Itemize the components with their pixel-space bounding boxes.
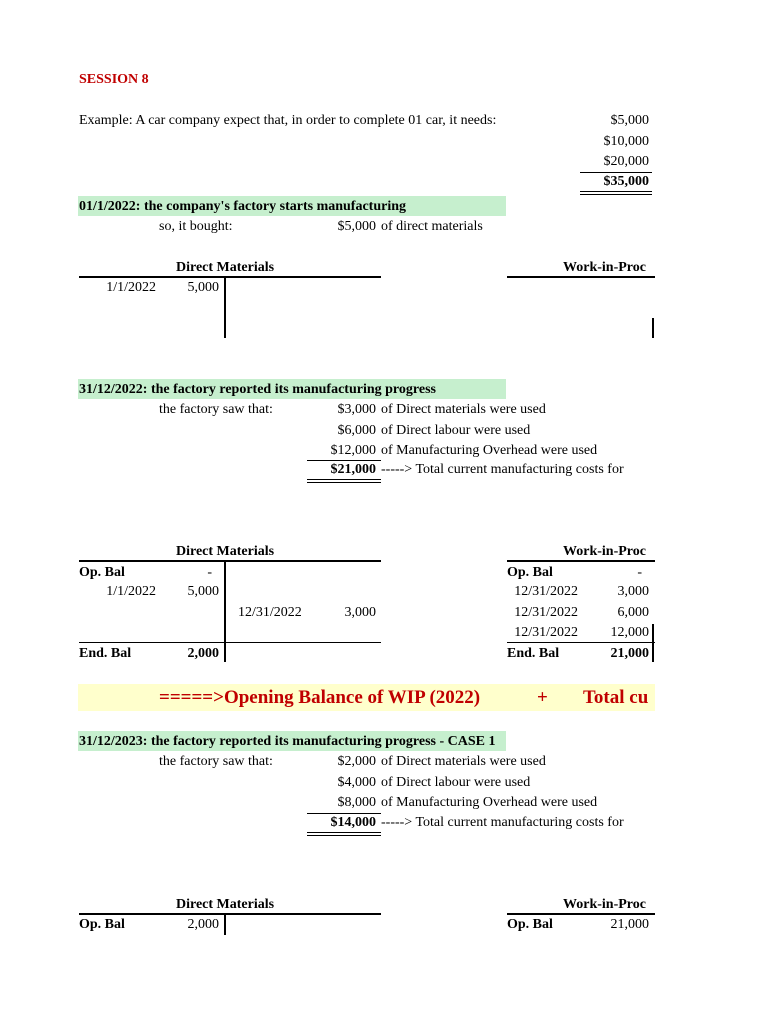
op-bal-value: 21,000 (610, 917, 649, 932)
banner-left: =====>Opening Balance of WIP (2022) (159, 687, 481, 708)
cost-amount: $6,000 (337, 423, 376, 438)
t-account-top-line (507, 560, 655, 562)
op-bal-label: Op. Bal (79, 565, 125, 580)
total-desc: -----> Total current manufacturing costs for (381, 462, 624, 477)
section2-header: 31/12/2022: the factory reported its manufacturing progress (79, 382, 436, 397)
end-bal-value: 21,000 (610, 646, 649, 661)
dm-entry-value: 5,000 (187, 280, 219, 295)
wip-entry-date: 12/31/2022 (514, 605, 578, 620)
cost-total: $14,000 (330, 815, 376, 830)
sum-line (307, 813, 381, 814)
wip-account-title: Work-in-Proc (563, 544, 646, 559)
section1-prefix: so, it bought: (159, 219, 233, 234)
banner-plus: + (537, 687, 548, 708)
cost-desc: of Manufacturing Overhead were used (381, 443, 598, 458)
dm-credit-date: 12/31/2022 (238, 605, 302, 620)
cost-total: $21,000 (330, 462, 376, 477)
t-account-top-line (507, 276, 655, 278)
cost-amount: $12,000 (330, 443, 376, 458)
example-amount: $20,000 (603, 154, 649, 169)
section1-amount: $5,000 (337, 219, 376, 234)
dm-account-title: Direct Materials (176, 260, 275, 275)
sum-line (307, 460, 381, 461)
dm-entry-value: 5,000 (187, 584, 219, 599)
cost-amount: $4,000 (337, 775, 376, 790)
wip-account-title: Work-in-Proc (563, 260, 646, 275)
session-title: SESSION 8 (79, 72, 149, 87)
example-total: $35,000 (603, 174, 649, 189)
banner-right: Total cu (583, 687, 649, 708)
wip-account-title: Work-in-Proc (563, 897, 646, 912)
total-desc: -----> Total current manufacturing costs for (381, 815, 624, 830)
t-account-top-line (79, 276, 381, 278)
cost-desc: of Direct materials were used (381, 754, 546, 769)
op-bal-label: Op. Bal (507, 565, 553, 580)
dm-entry-date: 1/1/2022 (106, 584, 156, 599)
wip-entry-value: 3,000 (617, 584, 649, 599)
dm-credit-value: 3,000 (344, 605, 376, 620)
total-double-underline (307, 479, 381, 483)
t-account-top-line (79, 560, 381, 562)
section1-desc: of direct materials (381, 219, 483, 234)
dm-account-title: Direct Materials (176, 897, 275, 912)
example-amount: $10,000 (603, 134, 649, 149)
example-text: Example: A car company expect that, in order to complete 01 car, it needs: (79, 113, 497, 128)
cost-desc: of Direct labour were used (381, 775, 531, 790)
total-double-underline (580, 191, 652, 195)
example-amount: $5,000 (610, 113, 649, 128)
op-bal-label: Op. Bal (507, 917, 553, 932)
cost-desc: of Direct materials were used (381, 402, 546, 417)
section2-prefix: the factory saw that: (159, 402, 273, 417)
wip-entry-value: 6,000 (617, 605, 649, 620)
t-account-divider (652, 624, 654, 662)
end-bal-label: End. Bal (507, 646, 560, 661)
cost-desc: of Manufacturing Overhead were used (381, 795, 598, 810)
cost-amount: $3,000 (337, 402, 376, 417)
cost-amount: $2,000 (337, 754, 376, 769)
wip-entry-date: 12/31/2022 (514, 584, 578, 599)
wip-entry-date: 12/31/2022 (514, 625, 578, 640)
dm-entry-date: 1/1/2022 (106, 280, 156, 295)
balance-line (79, 642, 381, 643)
wip-entry-value: 12,000 (610, 625, 649, 640)
cost-amount: $8,000 (337, 795, 376, 810)
sum-line (580, 172, 652, 173)
section3-header: 31/12/2023: the factory reported its manufacturing progress - CASE 1 (79, 734, 496, 749)
t-account-divider (224, 560, 226, 662)
section1-header: 01/1/2022: the company's factory starts manufacturing (79, 199, 407, 214)
op-bal-label: Op. Bal (79, 917, 125, 932)
cost-desc: of Direct labour were used (381, 423, 531, 438)
balance-line (507, 642, 655, 643)
t-account-divider (224, 276, 226, 338)
op-bal-value: 2,000 (187, 917, 219, 932)
t-account-top-line (507, 913, 655, 915)
section3-prefix: the factory saw that: (159, 754, 273, 769)
t-account-divider (224, 913, 226, 935)
t-account-divider (652, 318, 654, 338)
end-bal-value: 2,000 (187, 646, 219, 661)
total-double-underline (307, 832, 381, 836)
dm-account-title: Direct Materials (176, 544, 275, 559)
t-account-top-line (79, 913, 381, 915)
op-bal-value: - (207, 565, 212, 580)
end-bal-label: End. Bal (79, 646, 132, 661)
op-bal-value: - (637, 565, 642, 580)
